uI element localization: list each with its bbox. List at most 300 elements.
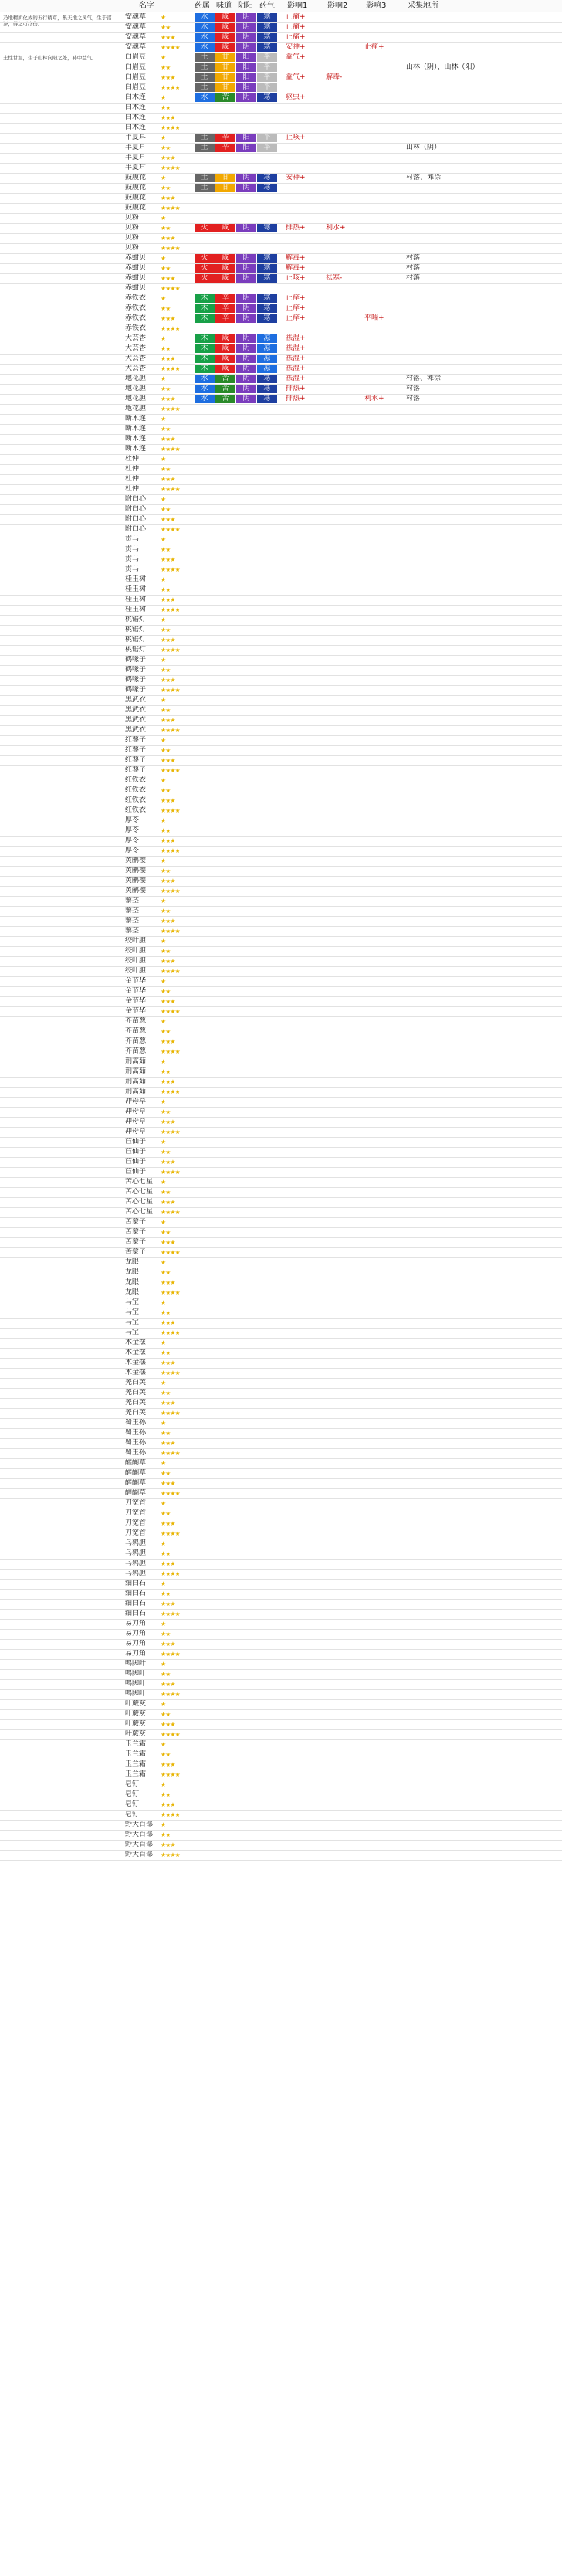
table-row [0,706,562,716]
herb-name: 鹤喙子 [125,666,147,674]
table-row [0,1790,562,1800]
table-row [0,1017,562,1027]
herb-name: 芥苗葱 [125,1037,147,1045]
rarity-stars: ★★ [161,1510,171,1517]
rarity-stars: ★★ [161,1831,171,1838]
herb-name: 红蓼子 [125,736,147,744]
table-row [0,485,562,495]
table-row [0,1329,562,1339]
rarity-stars: ★★ [161,1108,171,1115]
herb-name: 赤蚶贝 [125,284,147,292]
rarity-stars: ★★ [161,385,171,392]
table-row [0,1479,562,1489]
rarity-stars: ★ [161,697,166,704]
rarity-stars: ★★★ [161,1801,175,1808]
herb-name: 冲母草 [125,1128,147,1135]
taste-cell: 咸 [215,23,235,32]
table-row [0,1078,562,1088]
rarity-stars: ★ [161,1299,166,1306]
herb-name: 赤蚶贝 [125,274,147,282]
table-row [0,1560,562,1570]
element-cell: 火 [195,254,215,263]
qi-cell: 平 [257,134,277,142]
rarity-stars: ★ [161,1179,166,1186]
rarity-stars: ★★ [161,24,171,31]
table-row [0,415,562,425]
yinyang-cell: 阴 [236,93,256,102]
herb-name: 白眉豆 [125,63,147,71]
rarity-stars: ★ [161,134,166,141]
table-row [0,1027,562,1037]
rarity-stars: ★★ [161,908,171,915]
header-qi: 药气 [259,2,275,10]
herb-name: 龙眼 [125,1278,140,1286]
herb-name: 杜仲 [125,485,140,493]
rarity-stars: ★★★★ [161,526,180,533]
table-row [0,134,562,144]
rarity-stars: ★★ [161,1590,171,1597]
rarity-stars: ★★★ [161,476,175,483]
table-row [0,565,562,575]
yinyang-cell: 阴 [236,33,256,42]
table-row [0,1057,562,1067]
table-row [0,1700,562,1710]
rarity-stars: ★★★★ [161,1450,180,1457]
table-row [0,1529,562,1539]
table-row [0,1539,562,1549]
qi-cell: 寒 [257,93,277,102]
rarity-stars: ★★ [161,466,171,473]
yinyang-cell: 阴 [236,294,256,303]
herb-name: 马宝 [125,1319,140,1326]
qi-cell: 寒 [257,294,277,303]
rarity-stars: ★★★ [161,1600,175,1607]
table-row [0,1359,562,1369]
table-row [0,1128,562,1138]
rarity-stars: ★★★★ [161,165,180,171]
herb-name: 玉兰霜 [125,1740,147,1748]
herb-name: 大芸香 [125,344,147,352]
rarity-stars: ★ [161,496,166,503]
table-row [0,53,562,63]
table-row [0,1268,562,1278]
taste-cell: 咸 [215,365,235,373]
element-cell: 水 [195,23,215,32]
table-row [0,1007,562,1017]
yinyang-cell: 阴 [236,344,256,353]
herb-name: 易刀角 [125,1650,147,1658]
herb-name: 贝粉 [125,244,140,252]
table-row [0,375,562,385]
rarity-stars: ★★★ [161,1440,175,1447]
element-cell: 木 [195,365,215,373]
table-row [0,1620,562,1630]
rarity-stars: ★★ [161,345,171,352]
table-row [0,194,562,204]
herb-name: 苦心七星 [125,1178,154,1186]
qi-cell: 平 [257,83,277,92]
table-row [0,1319,562,1329]
table-row [0,1590,562,1600]
herb-name: 白眉豆 [125,53,147,61]
rarity-stars: ★★★★ [161,1811,180,1818]
rarity-stars: ★ [161,416,166,423]
yinyang-cell: 阴 [236,365,256,373]
herb-name: 易刀角 [125,1640,147,1648]
taste-cell: 咸 [215,355,235,363]
table-row [0,1760,562,1770]
rarity-stars: ★★ [161,225,171,232]
herb-name: 皂钉 [125,1780,140,1788]
effect1: 止痒+ [286,314,306,322]
table-row [0,1469,562,1479]
table-row [0,606,562,616]
rarity-stars: ★★★ [161,1560,175,1567]
herb-name: 刀宽首 [125,1529,147,1537]
herb-name: 地花胆 [125,385,147,392]
herb-name: 芥苗葱 [125,1027,147,1035]
effect1: 益气+ [286,73,306,81]
table-row [0,1499,562,1509]
herb-name: 贯马 [125,535,140,543]
rarity-stars: ★★★ [161,1319,175,1326]
effect1: 祛湿+ [286,344,306,352]
herb-name: 半夏耳 [125,134,147,141]
rarity-stars: ★ [161,1580,166,1587]
herb-name: 叶蕨灰 [125,1710,147,1718]
element-cell: 土 [195,83,215,92]
rarity-stars: ★★★★ [161,727,180,734]
herb-name: 乌鸦胆 [125,1560,147,1567]
table-row [0,666,562,676]
herb-name: 红铁衣 [125,796,147,804]
table-row [0,1409,562,1419]
herb-name: 野天百部 [125,1851,154,1858]
herb-name: 细白石 [125,1590,147,1597]
rarity-stars: ★ [161,657,166,664]
table-row [0,1278,562,1288]
rarity-stars: ★★★★ [161,1128,180,1135]
rarity-stars: ★★★★ [161,1490,180,1497]
table-row [0,1680,562,1690]
rarity-stars: ★★ [161,1671,171,1678]
rarity-stars: ★★★ [161,677,175,684]
rarity-stars: ★★★★ [161,928,180,935]
table-row [0,1650,562,1660]
rarity-stars: ★ [161,215,166,222]
herb-name: 醒醐草 [125,1459,147,1467]
header-effect1: 影响1 [287,2,308,10]
table-row [0,596,562,606]
taste-cell: 甘 [215,73,235,82]
table-row [0,1419,562,1429]
table-row [0,1138,562,1148]
herb-name: 苦蒙子 [125,1218,147,1226]
table-row [0,385,562,395]
qi-cell: 寒 [257,33,277,42]
rarity-stars: ★★ [161,1550,171,1557]
qi-cell: 寒 [257,314,277,323]
table-row [0,1188,562,1198]
rarity-stars: ★★★★ [161,847,180,854]
table-row [0,1780,562,1790]
herb-name: 马宝 [125,1308,140,1316]
herb-name: 龙眼 [125,1288,140,1296]
element-cell: 水 [195,375,215,383]
rarity-stars: ★★ [161,1189,171,1196]
table-row [0,13,562,23]
table-row [0,204,562,214]
yinyang-cell: 阳 [236,63,256,72]
table-row [0,515,562,525]
rarity-stars: ★ [161,898,166,904]
herb-name: 绞叶胆 [125,947,147,955]
element-cell: 木 [195,334,215,343]
herb-name: 木金摆 [125,1359,147,1366]
element-cell: 土 [195,53,215,62]
table-row [0,83,562,93]
table-row [0,334,562,344]
effect2: 利水+ [326,224,346,232]
effect1: 解毒+ [286,264,306,272]
herb-name: 白眉豆 [125,83,147,91]
qi-cell: 寒 [257,13,277,22]
yinyang-cell: 阴 [236,23,256,32]
table-row [0,826,562,837]
element-cell: 木 [195,304,215,313]
table-row [0,144,562,154]
table-row [0,696,562,706]
qi-cell: 寒 [257,174,277,182]
herb-name: 醒醐草 [125,1489,147,1497]
herb-name: 野天百部 [125,1821,154,1828]
herb-name: 附白心 [125,505,147,513]
table-row [0,1720,562,1730]
rarity-stars: ★★★ [161,1641,175,1648]
rarity-stars: ★ [161,175,166,182]
table-row [0,395,562,405]
herb-name: 白木连 [125,114,147,121]
rarity-stars: ★ [161,1741,166,1748]
herb-name: 白眉豆 [125,73,147,81]
herb-name: 白木连 [125,93,147,101]
rarity-stars: ★ [161,335,166,342]
rarity-stars: ★★ [161,185,171,192]
table-row [0,1369,562,1379]
yinyang-cell: 阳 [236,144,256,152]
rarity-stars: ★ [161,1661,166,1668]
herb-name: 玉兰霜 [125,1750,147,1758]
taste-cell: 苦 [215,395,235,403]
herb-name: 木金摆 [125,1339,147,1346]
herb-name: 龙眼 [125,1268,140,1276]
header-location: 采集地所 [408,2,438,10]
herb-name: 黄鹂樱 [125,877,147,884]
herb-name: 贯马 [125,555,140,563]
table-row [0,1148,562,1158]
table-row [0,114,562,124]
rarity-stars: ★★★★ [161,365,180,372]
herb-name: 断木连 [125,435,147,443]
table-row [0,1389,562,1399]
rarity-stars: ★★★ [161,837,175,844]
table-row [0,575,562,585]
rarity-stars: ★★ [161,1349,171,1356]
effect1: 止咳+ [286,274,306,282]
herb-name: 附白心 [125,525,147,533]
effect1: 益气+ [286,53,306,61]
herb-name: 黑武衣 [125,716,147,724]
herb-name: 马宝 [125,1329,140,1336]
rarity-stars: ★★★ [161,556,175,563]
rarity-stars: ★★★ [161,877,175,884]
rarity-stars: ★ [161,737,166,744]
effect1: 止痛+ [286,33,306,41]
herb-name: 桂玉树 [125,575,147,583]
table-row [0,1831,562,1841]
herb-name: 杜仲 [125,475,140,483]
effect3: 止痛+ [364,43,384,51]
rarity-stars: ★★★ [161,1118,175,1125]
location: 村落 [406,254,421,262]
taste-cell: 咸 [215,264,235,273]
table-row [0,73,562,83]
rarity-stars: ★★★★ [161,1610,180,1617]
table-row [0,1670,562,1680]
taste-cell: 甘 [215,184,235,192]
table-row [0,907,562,917]
rarity-stars: ★★★★ [161,1410,180,1417]
rarity-stars: ★★★★ [161,285,180,292]
herb-name: 红铁衣 [125,786,147,794]
rarity-stars: ★★★★ [161,566,180,573]
rarity-stars: ★★★ [161,516,175,523]
element-cell: 木 [195,314,215,323]
herb-name: 苣仙子 [125,1148,147,1156]
table-row [0,1238,562,1248]
table-row [0,957,562,967]
herb-name: 厚苓 [125,826,140,834]
table-row [0,1218,562,1228]
taste-cell: 辛 [215,304,235,313]
qi-cell: 寒 [257,385,277,393]
herb-name: 玉兰霜 [125,1770,147,1778]
table-row [0,1118,562,1128]
herb-name: 断木连 [125,445,147,453]
element-cell: 水 [195,13,215,22]
herb-name: 乌鸦胆 [125,1570,147,1577]
yinyang-cell: 阴 [236,264,256,273]
herb-name: 半夏耳 [125,164,147,171]
table-row [0,284,562,294]
effect1: 祛湿+ [286,334,306,342]
rarity-stars: ★ [161,1420,166,1427]
header-effect3: 影响3 [366,2,387,10]
rarity-stars: ★ [161,94,166,101]
herb-name: 藜茎 [125,917,140,925]
yinyang-cell: 阴 [236,355,256,363]
herb-name: 赤铁衣 [125,324,147,332]
yinyang-cell: 阴 [236,385,256,393]
herb-name: 贝粉 [125,224,140,232]
herb-name: 红铁衣 [125,806,147,814]
herb-name: 野天百部 [125,1841,154,1848]
table-row [0,1509,562,1519]
table-row [0,164,562,174]
effect1: 祛湿+ [286,375,306,382]
table-row [0,977,562,987]
taste-cell: 甘 [215,63,235,72]
rarity-stars: ★★ [161,827,171,834]
herb-name: 白木连 [125,124,147,131]
location: 村落、滩涂 [406,174,442,182]
table-row [0,535,562,545]
herb-name: 赤蚶贝 [125,264,147,272]
table-row [0,344,562,355]
qi-cell: 寒 [257,254,277,263]
rarity-stars: ★ [161,1380,166,1386]
effect1: 祛湿+ [286,355,306,362]
rarity-stars: ★★ [161,265,171,272]
herb-name: 半夏耳 [125,154,147,161]
rarity-stars: ★★★ [161,154,175,161]
herb-name: 赤蚶贝 [125,254,147,262]
qi-cell: 凉 [257,344,277,353]
element-cell: 水 [195,385,215,393]
rarity-stars: ★★★ [161,34,175,41]
rarity-stars: ★★ [161,64,171,71]
herb-name: 附白心 [125,515,147,523]
rarity-stars: ★★★★ [161,1851,180,1858]
table-row [0,1088,562,1098]
table-row [0,274,562,284]
element-cell: 土 [195,63,215,72]
table-row [0,837,562,847]
table-row [0,1037,562,1047]
herb-name: 易刀角 [125,1630,147,1638]
rarity-stars: ★★★★ [161,767,180,774]
yinyang-cell: 阴 [236,174,256,182]
table-row [0,23,562,33]
location: 村落 [406,264,421,272]
table-row [0,1489,562,1499]
table-row [0,154,562,164]
herb-name: 金节华 [125,1007,147,1015]
yinyang-cell: 阳 [236,53,256,62]
header-effect2: 影响2 [327,2,348,10]
herb-name: 荆蒿茹 [125,1057,147,1065]
rarity-stars: ★★★★ [161,1249,180,1256]
effect1: 止咳+ [286,134,306,141]
taste-cell: 咸 [215,33,235,42]
herb-name: 细白石 [125,1600,147,1607]
effect1: 解毒+ [286,254,306,262]
table-row [0,716,562,726]
herb-name: 木金摆 [125,1349,147,1356]
rarity-stars: ★★ [161,1028,171,1035]
effect1: 祛湿+ [286,365,306,372]
qi-cell: 寒 [257,43,277,52]
table-row [0,124,562,134]
effect2: 解毒- [326,73,343,81]
table-row [0,1459,562,1469]
herb-name: 荆蒿茹 [125,1067,147,1075]
location: 村落、滩涂 [406,375,442,382]
herb-name: 冲母草 [125,1108,147,1115]
herb-name: 藜茎 [125,927,140,935]
herb-name: 苣仙子 [125,1168,147,1176]
herb-name: 马宝 [125,1298,140,1306]
